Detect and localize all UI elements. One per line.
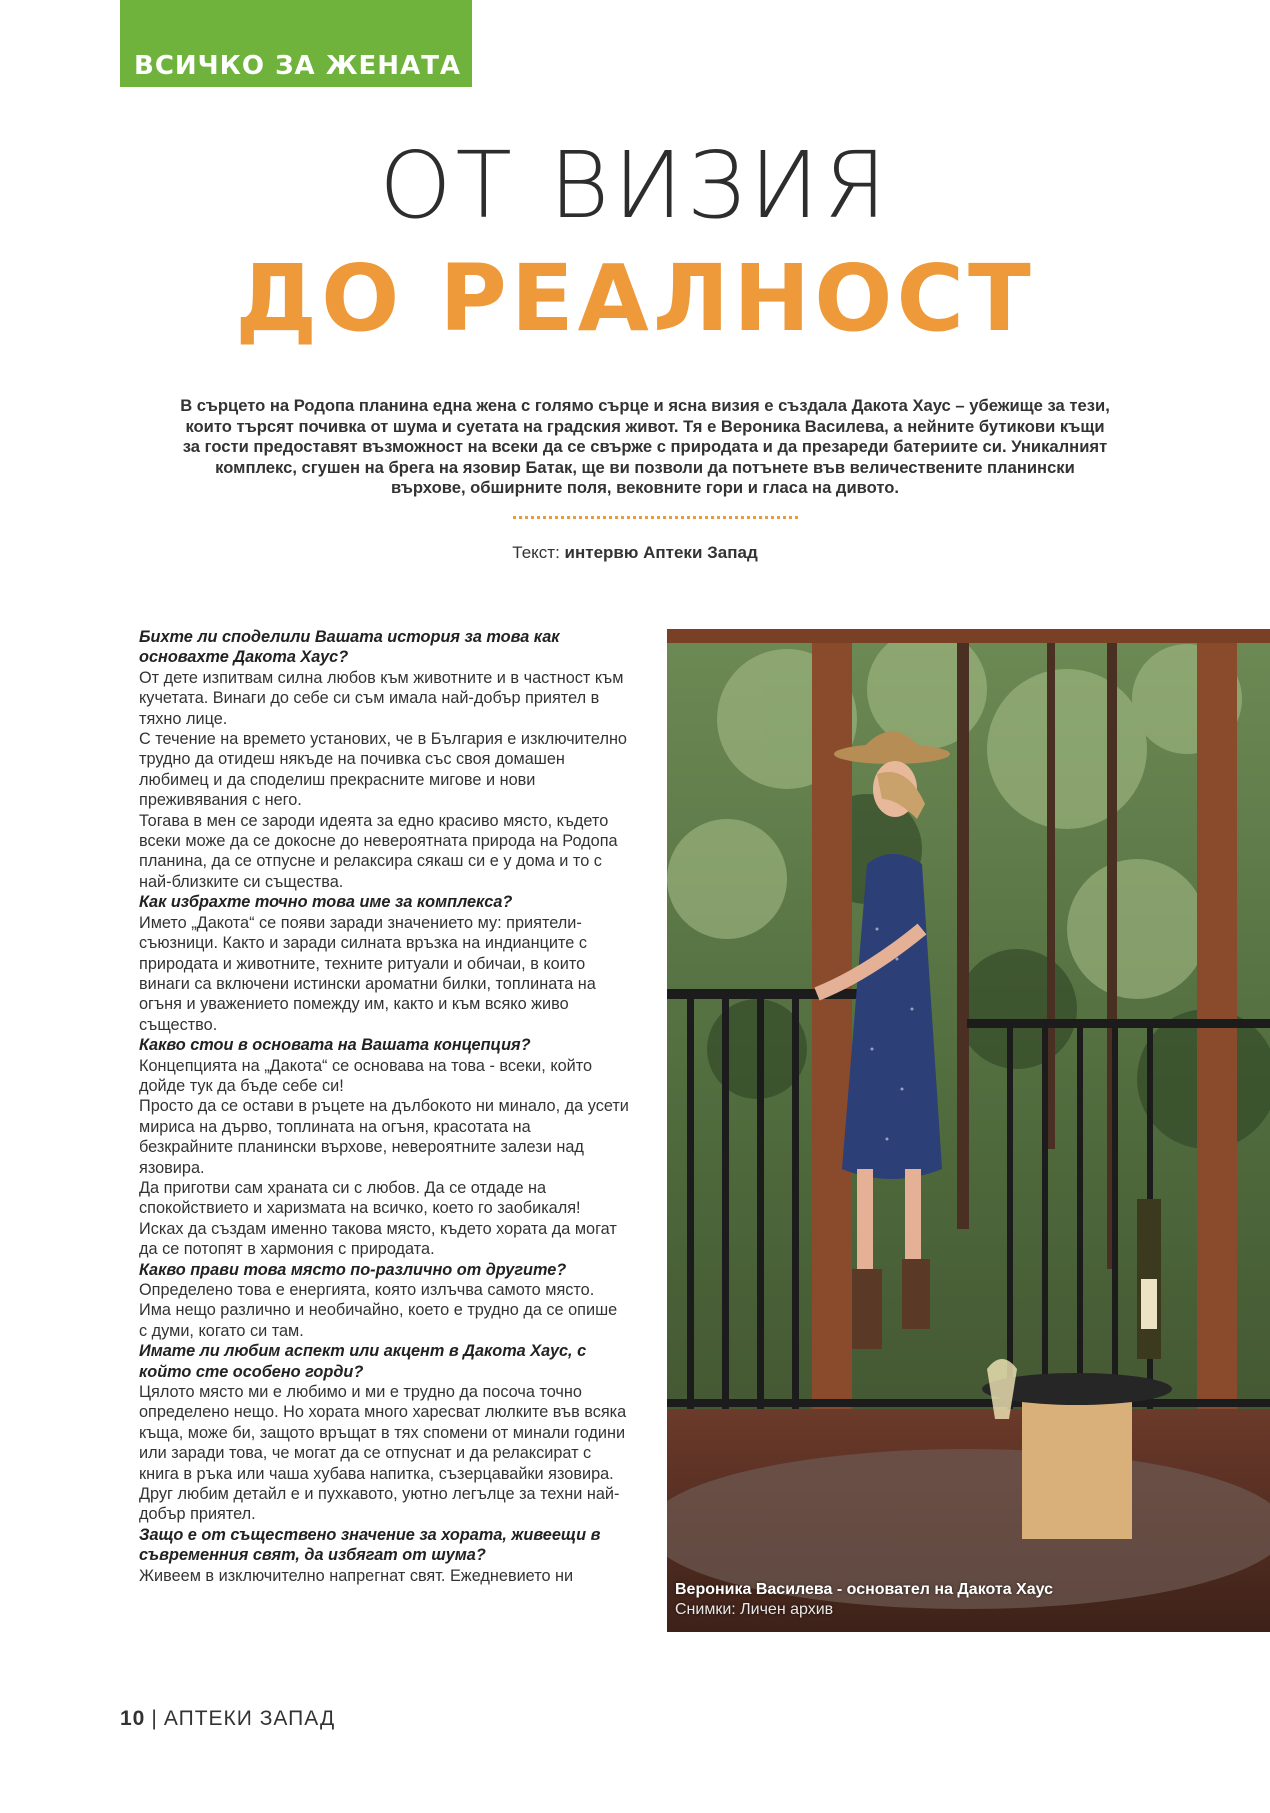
section-tag: ВСИЧКО ЗА ЖЕНАТА (120, 0, 472, 87)
byline-value: интервю Аптеки Запад (564, 543, 758, 562)
interview-question: Какво прави това място по-различно от другите? (139, 1260, 567, 1279)
feature-photo (667, 629, 1270, 1632)
interview-question: Какво стои в основата на Вашата концепция? (139, 1036, 531, 1055)
page-footer (120, 1707, 335, 1731)
answer-paragraph: Определено това е енергията, която излъчва самото място. Има нещо различно и необичайно, което е трудно да се опише с думи, когато си там. (139, 1281, 618, 1340)
answer-paragraph: Живеем в изключително напрегнат свят. Ежедневието ни (139, 1566, 574, 1585)
answer-paragraph: Тогава в мен се зароди идеята за едно красиво място, където всеки може да се докосне до невероятната природа на Родопа планина, да се отпусне и релаксира сякаш си е у дома и то с най-близките си същества. (139, 811, 618, 891)
byline (0, 543, 1270, 563)
publication-name: АПТЕКИ ЗАПАД (163, 1707, 336, 1730)
lead-paragraph: В сърцето на Родопа планина една жена с голямо сърце и ясна визия е създала Дакота Хаус – убежище за тези, които търсят почивка от шума и суетата на градския живот. Тя е Вероника Василева, а нейните бутикови къщи за гости предоставят възможност на всеки да се свърже с природата и да презареди батериите си. Уникалният комплекс, сгушен на брега на язовир Батак, ще ви позволи да потънете във величествените планински върхове, обширните поля, вековните гори и гласа на дивото. (180, 396, 1110, 497)
photo-caption (675, 1580, 1053, 1620)
article-body (139, 627, 629, 1586)
answer-paragraph: Да приготви сам храната си с любов. Да се отдаде на спокойствието и харизмата на всичко, което го заобикаля! (139, 1178, 581, 1218)
answer-paragraph: Цялото място ми е любимо и ми е трудно да посоча точно определено нещо. Но хората много харесват люлките във всяка къща, може би, защото връщат в тях спомени от минали години или заради това, че могат да се отпуснат и да релаксират с книга в ръка или чаша хубава напитка, съзерцавайки язовира. Друг любим детайл е и пухкавото, уютно легълце за техни най-добър приятел. (139, 1383, 627, 1524)
headline-line-2: ДО РЕАЛНОСТ (235, 245, 1035, 352)
dotted-divider (513, 516, 798, 519)
interview-question: Бихте ли споделили Вашата история за това как основахте Дакота Хаус? (139, 628, 560, 667)
byline-label: Текст: (512, 543, 560, 562)
interview-question: Защо е от съществено значение за хората, живеещи в съвременния свят, да избягат от шума? (139, 1525, 601, 1565)
answer-paragraph: С течение на времето установих, че в България е изключително трудно да отидеш някъде на почивка със своя домашен любимец и да споделиш прекрасните мигове и нови преживявания с него. (139, 730, 627, 810)
answer-paragraph: Името „Дакота“ се появи заради значението му: приятели-съюзници. Както и заради силната връзка на индианците с природата и животните, техните ритуали и обичаи, в които винаги са включени истински ароматни билки, топлината на огъня и уважението помежду им, както и към всяко живо същество. (139, 913, 596, 1034)
headline-line-1: ОТ ВИЗИЯ (379, 132, 891, 239)
photo-credit: Снимки: Личен архив (675, 1601, 834, 1618)
caption-text: Вероника Василева - основател на Дакота Хаус (675, 1581, 1054, 1598)
answer-paragraph: Просто да се остави в ръцете на дълбокото ни минало, да усети мириса на дърво, топлината на огъня, красотата на безкрайните планински върхове, невероятните залези над язовира. (139, 1097, 629, 1177)
answer-paragraph: От дете изпитвам силна любов към животните и в частност към кучетата. Винаги до себе си съм имала най-добър приятел в тяхно лице. (139, 668, 624, 728)
footer-separator: | (151, 1707, 158, 1730)
interview-question: Как избрахте точно това име за комплекса? (139, 893, 513, 912)
page-number: 10 (120, 1707, 146, 1730)
interview-question: Имате ли любим аспект или акцент в Дакота Хаус, с който сте особено горди? (139, 1342, 587, 1381)
answer-paragraph: Исках да създам именно такова място, където хората да могат да се потопят в хармония с природата. (139, 1219, 617, 1259)
answer-paragraph: Концепцията на „Дакота“ се основава на това - всеки, който дойде тук да бъде себе си! (139, 1056, 593, 1095)
